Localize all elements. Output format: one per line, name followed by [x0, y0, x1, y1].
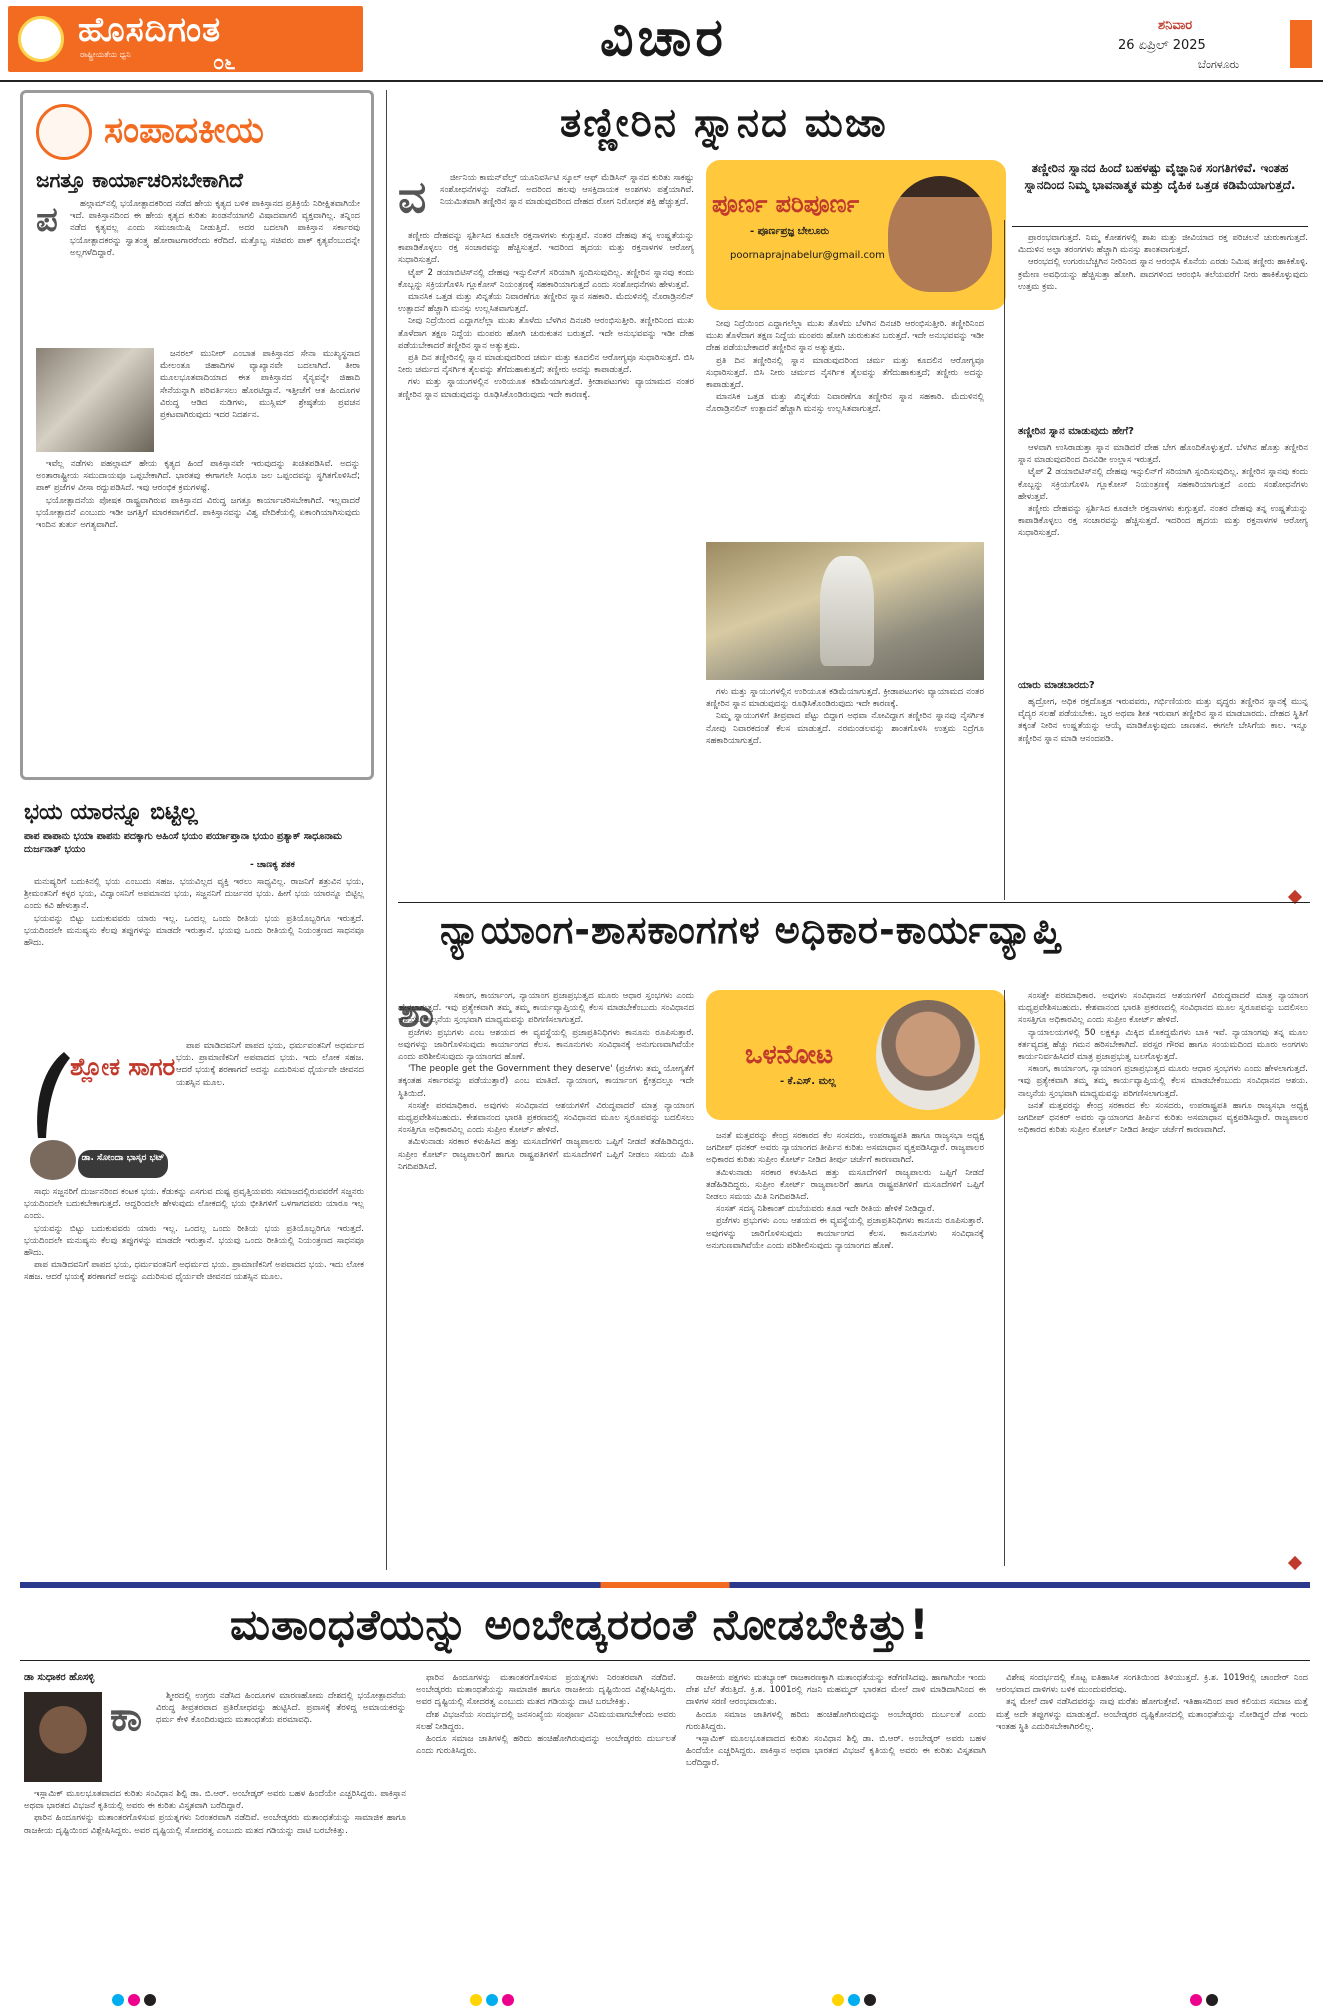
judiciary-article-col-c	[1018, 990, 1308, 1566]
judiciary-paragraph: ಪ್ರಜೆಗಳು ಪ್ರಭುಗಳು ಎಂಬ ಆಶಯದ ಈ ವ್ಯವಸ್ಥೆಯಲ್ಲಿ ಪ್ರಜಾಪ್ರತಿನಿಧಿಗಳು ಕಾನೂನು ರೂಪಿಸುತ್ತಾರೆ. ಅವುಗಳನ್ನು ಜಾರಿಗೊಳಿಸುವುದು ಕಾರ್ಯಾಂಗದ ಕೆಲಸ. ಕಾನೂನುಗಳು ಸಂವಿಧಾನಕ್ಕೆ ಅನುಗುಣವಾಗಿವೆಯೇ ಎಂದು ಪರಿಶೀಲಿಸುವುದು ನ್ಯಾಯಾಂಗದ ಹೊಣೆ.	[706, 1216, 984, 1251]
fear-paragraph: ಮನುಷ್ಯರಿಗೆ ಬದುಕಿನಲ್ಲಿ ಭಯ ಎಂಬುದು ಸಹಜ. ಭಯವಿಲ್ಲದ ವ್ಯಕ್ತಿ ಇರಲು ಸಾಧ್ಯವಿಲ್ಲ. ರಾಜನಿಗೆ ಶತ್ರುವಿನ ಭಯ, ಶ್ರೀಮಂತನಿಗೆ ಕಳ್ಳರ ಭಯ, ವಿದ್ವಾಂಸನಿಗೆ ಅಪಮಾನದ ಭಯ, ಸಜ್ಜನನಿಗೆ ದುರ್ಜನರ ಭಯ. ಹೀಗೆ ಭಯ ಯಾರನ್ನೂ ಬಿಟ್ಟಿಲ್ಲ ಎಂದು ಕವಿ ಹೇಳುತ್ತಾನೆ.	[24, 877, 364, 912]
masthead	[0, 0, 1323, 78]
judiciary-drop-cap: ಶಾ	[398, 990, 435, 1036]
bottom-paragraph: ತನ್ನ ಮೇಲೆ ದಾಳಿ ನಡೆಸಿದವರನ್ನು ನಾವು ಮರೆತು ಹೋಗುತ್ತೇವೆ. ಇತಿಹಾಸದಿಂದ ಪಾಠ ಕಲಿಯದ ಸಮಾಜ ಮತ್ತೆ ಮತ್ತೆ ಅದೇ ತಪ್ಪುಗಳನ್ನು ಮಾಡುತ್ತದೆ. ಅಂಬೇಡ್ಕರರ ದೃಷ್ಟಿಕೋನದಲ್ಲಿ ಮತಾಂಧತೆಯನ್ನು ನೋಡಿದ್ದರೆ ದೇಶ ಇಂದು ಇಂತಹ ಸ್ಥಿತಿ ಎದುರಿಸಬೇಕಾಗಿರಲಿಲ್ಲ.	[996, 1697, 1308, 1732]
main-paragraph: ನೀವು ನಿದ್ರೆಯಿಂದ ಎದ್ದಾಗಲೆಲ್ಲಾ ಮುಖ ತೊಳೆದು ಬೆಳಗಿನ ದಿನಚರಿ ಆರಂಭಿಸುತ್ತೀರಿ. ತಣ್ಣೀರಿನಿಂದ ಮುಖ ತೊಳೆದಾಗ ತಕ್ಷಣ ನಿದ್ದೆಯ ಮಂಪರು ಹೋಗಿ ಚುರುಕುತನ ಬರುತ್ತದೆ. ಇದೇ ಅನುಭವವನ್ನು ಇಡೀ ದೇಹ ಪಡೆಯಬೇಕಾದರೆ ತಣ್ಣೀರಿನ ಸ್ನಾನ ಅತ್ಯುತ್ತಮ.	[398, 316, 694, 351]
olanota-column-label: ಒಳನೋಟ	[745, 1040, 834, 1070]
article-divider	[20, 1660, 1310, 1661]
section-color-band	[20, 1582, 1310, 1588]
judiciary-paragraph: 'The people get the Government they deserve' (ಪ್ರಜೆಗಳು ತಮ್ಮ ಯೋಗ್ಯತೆಗೆ ತಕ್ಕಂತಹ ಸರ್ಕಾರವನ್ನು ಪಡೆಯುತ್ತಾರೆ) ಎಂಬ ಮಾತಿದೆ. ನ್ಯಾಯಾಂಗ, ಕಾರ್ಯಾಂಗ ಕ್ಷೇತ್ರದಲ್ಲೂ ಇದೇ ಸ್ಥಿತಿಯಿದೆ.	[398, 1064, 694, 1099]
author-photo	[888, 176, 992, 292]
author-photo	[24, 1692, 102, 1782]
bottom-article-col-a	[24, 1788, 406, 1986]
judiciary-paragraph: ಸಕಾಂಗ, ಕಾರ್ಯಾಂಗ, ನ್ಯಾಯಾಂಗ ಪ್ರಜಾಪ್ರಭುತ್ವದ ಮೂರು ಆಧಾರ ಸ್ತಂಭಗಳು ಎಂದು ಹೇಳಲಾಗುತ್ತದೆ. ಇವು ಪ್ರತ್ಯೇಕವಾಗಿ ತಮ್ಮ ತಮ್ಮ ಕಾರ್ಯವ್ಯಾಪ್ತಿಯಲ್ಲಿ ಕೆಲಸ ಮಾಡಬೇಕೆಂಬುದು ಸಂವಿಧಾನದ ಆಶಯ. ನಾಲ್ಕನೆಯ ಸ್ತಂಭವಾಗಿ ಮಾಧ್ಯಮವನ್ನು ಪರಿಗಣಿಸಲಾಗುತ್ತದೆ.	[398, 991, 694, 1026]
main-article-col-b	[706, 318, 984, 536]
bottom-paragraph: ಫಾರಿನ ಹಿಂದೂಗಳನ್ನು ಮತಾಂತರಗೊಳಿಸುವ ಪ್ರಯತ್ನಗಳು ನಿರಂತರವಾಗಿ ನಡೆದಿವೆ. ಅಂಬೇಡ್ಕರರು ಮತಾಂಧತೆಯನ್ನು ಸಾಮಾಜಿಕ ಹಾಗೂ ರಾಜಕೀಯ ದೃಷ್ಟಿಯಿಂದ ವಿಶ್ಲೇಷಿಸಿದ್ದರು. ಅವರ ದೃಷ್ಟಿಯಲ್ಲಿ ಸೋದರತ್ವ ಎಂಬುದು ಮತದ ಗಡಿಯನ್ನು ದಾಟಿ ಬರಬೇಕಿತ್ತು.	[416, 1673, 676, 1708]
column-divider	[1004, 990, 1005, 1566]
author-photo	[876, 1000, 980, 1110]
main-article-col-d	[1018, 232, 1308, 422]
main-paragraph: ನಿಮ್ಮ ಸ್ನಾಯುಗಳಿಗೆ ತೀವ್ರವಾದ ಪೆಟ್ಟು ಬಿದ್ದಾಗ ಅಥವಾ ನೋವಿದ್ದಾಗ ತಣ್ಣೀರಿನ ಸ್ನಾನವು ನೈಸರ್ಗಿಕ ನೋವು ನಿವಾರಕದಂತೆ ಕೆಲಸ ಮಾಡುತ್ತದೆ. ನರಮಂಡಲವನ್ನು ಶಾಂತಗೊಳಿಸಿ ಉತ್ತಮ ನಿದ್ರೆಗೂ ಸಹಕಾರಿಯಾಗುತ್ತದೆ.	[706, 711, 984, 746]
main-article-col-c	[706, 686, 984, 886]
columnist-photo	[30, 1140, 76, 1180]
newspaper-logo[interactable]	[8, 6, 363, 72]
article-divider	[398, 902, 1310, 903]
fear-article-verse: ಪಾಪ ಪಾಪಾನು ಭಯಾ ಪಾಪನು ಪದಕ್ಕಾಗು ಅಹಿಂಸೆ ಭಯಂ ಪರ್ಯಾಪ್ತಾನಾ ಭಯಂ ಪ್ರತ್ಯಾಕ್ ಸಾಧೂನಾಮ ದುರ್ಜನಾತ್ ಭಯಂ	[24, 831, 342, 855]
section-title: ವಿಚಾರ	[600, 8, 727, 68]
issue-day: ಶನಿವಾರ	[1158, 18, 1193, 33]
registration-dot	[1190, 1994, 1202, 2006]
fear-article-body-side	[176, 1040, 364, 1180]
main-paragraph: ಟೈಪ್ 2 ಡಯಾಬಿಟಿಸ್‌ನಲ್ಲಿ ದೇಹವು ಇನ್ಸುಲಿನ್‌ಗೆ ಸರಿಯಾಗಿ ಸ್ಪಂದಿಸುವುದಿಲ್ಲ. ತಣ್ಣೀರಿನ ಸ್ನಾನವು ಕಂದು ಕೊಬ್ಬನ್ನು ಸಕ್ರಿಯಗೊಳಿಸಿ ಗ್ಲೂಕೋಸ್ ನಿಯಂತ್ರಣಕ್ಕೆ ಸಹಕಾರಿಯಾಗುತ್ತದೆ ಎಂದು ಸಂಶೋಧನೆಗಳು ಹೇಳುತ್ತವೆ.	[398, 267, 694, 290]
bottom-paragraph: ಇಸ್ಲಾಮಿಕ್ ಮೂಲಭೂತವಾದದ ಕುರಿತು ಸಂವಿಧಾನ ಶಿಲ್ಪಿ ಡಾ. ಬಿ.ಆರ್. ಅಂಬೇಡ್ಕರ್ ಅವರು ಬಹಳ ಹಿಂದೆಯೇ ಎಚ್ಚರಿಸಿದ್ದರು. ಪಾಕಿಸ್ತಾನ ಅಥವಾ ಭಾರತದ ವಿಭಜನೆ ಕೃತಿಯಲ್ಲಿ ಅವರು ಈ ಕುರಿತು ವಿಸ್ತೃತವಾಗಿ ಬರೆದಿದ್ದಾರೆ.	[24, 1789, 406, 1812]
bottom-article-col-d	[996, 1672, 1308, 1986]
registration-dot	[144, 1994, 156, 2006]
judiciary-paragraph: ಪ್ರಜೆಗಳು ಪ್ರಭುಗಳು ಎಂಬ ಆಶಯದ ಈ ವ್ಯವಸ್ಥೆಯಲ್ಲಿ ಪ್ರಜಾಪ್ರತಿನಿಧಿಗಳು ಕಾನೂನು ರೂಪಿಸುತ್ತಾರೆ. ಅವುಗಳನ್ನು ಜಾರಿಗೊಳಿಸುವುದು ಕಾರ್ಯಾಂಗದ ಕೆಲಸ. ಕಾನೂನುಗಳು ಸಂವಿಧಾನಕ್ಕೆ ಅನುಗುಣವಾಗಿವೆಯೇ ಎಂದು ಪರಿಶೀಲಿಸುವುದು ನ್ಯಾಯಾಂಗದ ಹೊಣೆ.	[398, 1027, 694, 1063]
judiciary-paragraph: ತಮಿಳುನಾಡು ಸರಕಾರ ಕಳುಹಿಸಿದ ಹತ್ತು ಮಸೂದೆಗಳಿಗೆ ರಾಜ್ಯಪಾಲರು ಒಪ್ಪಿಗೆ ನೀಡದೆ ತಡೆಹಿಡಿದಿದ್ದರು. ಸುಪ್ರೀಂ ಕೋರ್ಟ್ ರಾಜ್ಯಪಾಲರಿಗೆ ಹಾಗೂ ರಾಷ್ಟ್ರಪತಿಗಳಿಗೆ ಮಸೂದೆಗಳಿಗೆ ಒಪ್ಪಿಗೆ ನೀಡಲು ಸಮಯ ಮಿತಿ ನಿಗದಿಪಡಿಸಿದೆ.	[398, 1137, 694, 1172]
masthead-divider	[0, 80, 1323, 82]
dek-divider	[1012, 226, 1308, 227]
editorial-paragraph: ಹಲ್ಗಾಮ್‌ನಲ್ಲಿ ಭಯೋತ್ಪಾದಕರಿಂದ ನಡೆದ ಹೇಯ ಕೃತ್ಯದ ಬಳಿಕ ಪಾಕಿಸ್ತಾನದ ಪ್ರತಿಕ್ರಿಯೆ ನಿರೀಕ್ಷಿತವಾಗಿಯೇ ಇದೆ. ಪಾಕಿಸ್ತಾನದಿಂದ ಈ ಹೇಯ ಕೃತ್ಯದ ಕುರಿತು ಖಂಡನೆಯಾಗಲಿ ವಿಷಾದವಾಗಲಿ ವ್ಯಕ್ತವಾಗಿಲ್ಲ. ತನ್ನಿಂದ ನಡೆದ ಕೃತ್ಯವಲ್ಲ ಎಂದು ಸಮಜಾಯಿಷಿ ನೀಡುತ್ತಿದೆ. ಅದರ ಬದಲಾಗಿ ಪಾಕಿಸ್ತಾನ ಸರ್ಕಾರವು ಭಯೋತ್ಪಾದಕರನ್ನು ಸ್ವಾತಂತ್ರ್ಯ ಹೋರಾಟಗಾರರೆಂದು ಕರೆದಿದೆ. ಮತ್ತೊಬ್ಬ ಸಚಿವರು ಪಾಕ್ ಕೃತ್ಯವೆಂಬುದನ್ನೇ ಅಲ್ಲಗಳೆದಿದ್ದಾರೆ.	[70, 199, 360, 258]
column-divider	[1004, 220, 1005, 900]
editorial-paragraph: ಭಯೋತ್ಪಾದನೆಯ ಪೋಷಕ ರಾಷ್ಟ್ರವಾಗಿರುವ ಪಾಕಿಸ್ತಾನದ ವಿರುದ್ಧ ಜಗತ್ತೂ ಕಾರ್ಯಾಚರಿಸಬೇಕಾಗಿದೆ. ಇಲ್ಲವಾದರೆ ಭಯೋತ್ಪಾದನೆ ಎಂಬುದು ಇಡೀ ಜಗತ್ತಿಗೆ ಮಾರಕವಾಗಲಿದೆ. ಪಾಕಿಸ್ತಾನವನ್ನು ವಿಶ್ವ ವೇದಿಕೆಯಲ್ಲಿ ಏಕಾಂಗಿಯಾಗಿಸುವುದು ಇಂದಿನ ತುರ್ತು ಅಗತ್ಯವಾಗಿದೆ.	[36, 495, 360, 531]
bottom-paragraph: ಇಸ್ಲಾಮಿಕ್ ಮೂಲಭೂತವಾದದ ಕುರಿತು ಸಂವಿಧಾನ ಶಿಲ್ಪಿ ಡಾ. ಬಿ.ಆರ್. ಅಂಬೇಡ್ಕರ್ ಅವರು ಬಹಳ ಹಿಂದೆಯೇ ಎಚ್ಚರಿಸಿದ್ದರು. ಪಾಕಿಸ್ತಾನ ಅಥವಾ ಭಾರತದ ವಿಭಜನೆ ಕೃತಿಯಲ್ಲಿ ಅವರು ಈ ಕುರಿತು ವಿಸ್ತೃತವಾಗಿ ಬರೆದಿದ್ದಾರೆ.	[686, 1734, 986, 1769]
lamp-emblem-icon	[18, 16, 64, 62]
main-paragraph: ಆರಂಭದಲ್ಲಿ ಉಗುರುಬೆಚ್ಚಗಿನ ನೀರಿನಿಂದ ಸ್ನಾನ ಆರಂಭಿಸಿ ಕೊನೆಯ ಎರಡು ನಿಮಿಷ ತಣ್ಣೀರು ಹಾಕಿಕೊಳ್ಳಿ. ಕ್ರಮೇಣ ಅವಧಿಯನ್ನು ಹೆಚ್ಚಿಸುತ್ತಾ ಹೋಗಿ. ಪಾದಗಳಿಂದ ಆರಂಭಿಸಿ ತಲೆಯವರೆಗೆ ನೀರು ಹಾಕಿಕೊಳ್ಳುವುದು ಉತ್ತಮ ಕ್ರಮ.	[1018, 257, 1308, 292]
main-article-col-a	[398, 230, 694, 890]
edition-city: ಬೆಂಗಳೂರು	[1198, 58, 1240, 71]
registration-dot	[502, 1994, 514, 2006]
main-paragraph: ರ್ಜೀನಿಯ ಕಾಮನ್‌ವೆಲ್ತ್ ಯೂನಿವರ್ಸಿಟಿ ಸ್ಕೂಲ್ ಆಫ್ ಮೆಡಿಸಿನ್ ಸ್ನಾನದ ಕುರಿತು ಸಾಕಷ್ಟು ಸಂಶೋಧನೆಗಳನ್ನು ನಡೆಸಿದೆ. ಅದರಿಂದ ಹಲವು ಆಸಕ್ತಿದಾಯಕ ಅಂಶಗಳು ಪತ್ತೆಯಾಗಿವೆ. ನಿಯಮಿತವಾಗಿ ತಣ್ಣೀರಿನ ಸ್ನಾನ ಮಾಡುವುದರಿಂದ ದೇಹದ ರೋಗ ನಿರೋಧಕ ಶಕ್ತಿ ಹೆಚ್ಚುತ್ತದೆ.	[440, 173, 694, 208]
main-paragraph: ಪ್ರತಿ ದಿನ ತಣ್ಣೀರಿನಲ್ಲಿ ಸ್ನಾನ ಮಾಡುವುದರಿಂದ ಚರ್ಮ ಮತ್ತು ಕೂದಲಿನ ಆರೋಗ್ಯವೂ ಸುಧಾರಿಸುತ್ತದೆ. ಬಿಸಿ ನೀರು ಚರ್ಮದ ನೈಸರ್ಗಿಕ ತೈಲವನ್ನು ತೆಗೆದುಹಾಕುತ್ತದೆ; ತಣ್ಣೀರು ಅದನ್ನು ಕಾಪಾಡುತ್ತದೆ.	[706, 355, 984, 391]
main-paragraph: ತಣ್ಣೀರು ದೇಹವನ್ನು ಸ್ಪರ್ಶಿಸಿದ ಕೂಡಲೇ ರಕ್ತನಾಳಗಳು ಕುಗ್ಗುತ್ತವೆ. ನಂತರ ದೇಹವು ತನ್ನ ಉಷ್ಣತೆಯನ್ನು ಕಾಪಾಡಿಕೊಳ್ಳಲು ರಕ್ತ ಸಂಚಾರವನ್ನು ಹೆಚ್ಚಿಸುತ್ತದೆ. ಇದರಿಂದ ಹೃದಯ ಮತ್ತು ರಕ್ತನಾಳಗಳ ಆರೋಗ್ಯ ಸುಧಾರಿಸುತ್ತದೆ.	[398, 231, 694, 266]
judiciary-paragraph: ಜನತೆ ಮತ್ತವರನ್ನು ಕೇಂದ್ರ ಸರಕಾರದ ಕೆಲ ಸಂಸದರು, ಉಪರಾಷ್ಟ್ರಪತಿ ಹಾಗೂ ರಾಜ್ಯಸಭಾ ಅಧ್ಯಕ್ಷ ಜಗದೀಪ್ ಧನಕರ್ ಅವರು ನ್ಯಾಯಾಂಗದ ತೀರ್ಪಿನ ಕುರಿತು ಅಸಮಾಧಾನ ವ್ಯಕ್ತಪಡಿಸಿದ್ದಾರೆ. ರಾಜ್ಯಪಾಲರ ಅಧಿಕಾರದ ಕುರಿತು ಸುಪ್ರೀಂ ಕೋರ್ಟ್ ನೀಡಿದ ತೀರ್ಪು ಚರ್ಚೆಗೆ ಕಾರಣವಾಗಿದೆ.	[706, 1131, 984, 1166]
editorial-label: ಸಂಪಾದಕೀಯ	[104, 110, 264, 151]
paper-name: ಹೊಸದಿಗಂತ	[78, 10, 222, 50]
fear-paragraph: ಭಯವನ್ನು ಬಿಟ್ಟು ಬದುಕುವವರು ಯಾರು ಇಲ್ಲ. ಒಂದಲ್ಲ ಒಂದು ರೀತಿಯ ಭಯ ಪ್ರತಿಯೊಬ್ಬರಿಗೂ ಇರುತ್ತದೆ. ಭಯದಿಂದಲೇ ಮನುಷ್ಯನು ಕೆಲವು ತಪ್ಪುಗಳನ್ನು ಮಾಡದೇ ಇರುತ್ತಾನೆ. ಭಯವು ಒಂದು ರೀತಿಯಲ್ಲಿ ನಿಯಂತ್ರಣದ ಸಾಧನವೂ ಹೌದು.	[24, 913, 364, 949]
registration-dot	[112, 1994, 124, 2006]
bottom-article-col-c	[686, 1672, 986, 1986]
judiciary-paragraph: ಸಂಸತ್ತೇ ಪರಮಾಧಿಕಾರ. ಅವುಗಳು ಸಂವಿಧಾನದ ಆಶಯಗಳಿಗೆ ವಿರುದ್ಧವಾದರೆ ಮಾತ್ರ ನ್ಯಾಯಾಂಗ ಮಧ್ಯಪ್ರವೇಶಿಸಬಹುದು. ಕೇಶವಾನಂದ ಭಾರತಿ ಪ್ರಕರಣದಲ್ಲಿ ಸಂವಿಧಾನದ ಮೂಲ ಸ್ವರೂಪವನ್ನು ಬದಲಿಸಲು ಸಂಸತ್ತಿಗೂ ಅಧಿಕಾರವಿಲ್ಲ ಎಂದು ಸುಪ್ರೀಂ ಕೋರ್ಟ್ ಹೇಳಿದೆ.	[398, 1100, 694, 1136]
main-article-headline[interactable]: ತಣ್ಣೀರಿನ ಸ್ನಾನದ ಮಜಾ	[560, 100, 888, 146]
fear-paragraph: ಸಾಧು ಸಜ್ಜನರಿಗೆ ದುರ್ಜನರಿಂದ ಕಂಟಕ ಭಯ. ಕೆಡುಕನ್ನು ಎಸಗುವ ದುಷ್ಟ ಪ್ರವೃತ್ತಿಯವರು ಸಮಾಜದಲ್ಲಿರುವವರೆಗೆ ಸಜ್ಜನರು ಭಯದಿಂದಲೇ ಬದುಕಬೇಕಾಗುತ್ತದೆ. ಆದ್ದರಿಂದಲೇ ಹೇಳುವುದು ಲೋಕದಲ್ಲಿ ಭಯ ಭೀತಿಗಳಿಗೆ ಒಳಗಾಗದವರು ಯಾರೂ ಇಲ್ಲ ಎಂದು.	[24, 1187, 364, 1222]
main-article-dek: ತಣ್ಣೀರಿನ ಸ್ನಾನದ ಹಿಂದೆ ಬಹಳಷ್ಟು ವೈಜ್ಞಾನಿಕ ಸಂಗತಿಗಳಿವೆ. ಇಂತಹ ಸ್ನಾನದಿಂದ ನಿಮ್ಮ ಭಾವನಾತ್ಮಕ ಮತ್ತು ದೈಹಿಕ ಒತ್ತಡ ಕಡಿಮೆಯಾಗುತ್ತದೆ.	[1024, 161, 1296, 192]
main-paragraph: ಮಾನಸಿಕ ಒತ್ತಡ ಮತ್ತು ಖಿನ್ನತೆಯ ನಿವಾರಣೆಗೂ ತಣ್ಣೀರಿನ ಸ್ನಾನ ಸಹಕಾರಿ. ಮೆದುಳಿನಲ್ಲಿ ನೊರಾಡ್ರಿನಲಿನ್ ಉತ್ಪಾದನೆ ಹೆಚ್ಚಾಗಿ ಮನಸ್ಸು ಉಲ್ಲಸಿತವಾಗುತ್ತದೆ.	[706, 392, 984, 415]
registration-dot	[128, 1994, 140, 2006]
paper-tagline: ರಾಷ್ಟ್ರೀಯತೆಯ ಧ್ವನಿ	[80, 50, 131, 59]
bottom-paragraph: ಹಿಂದೂ ಸಮಾಜ ಜಾತಿಗಳಲ್ಲಿ ಹರಿದು ಹಂಚಿಹೋಗಿರುವುದನ್ನು ಅಂಬೇಡ್ಕರರು ದುರ್ಬಲತೆ ಎಂದು ಗುರುತಿಸಿದ್ದರು.	[686, 1709, 986, 1732]
main-paragraph: ಪ್ರಾರಂಭವಾಗುತ್ತದೆ. ನಿಮ್ಮ ಕೋಶಗಳಲ್ಲಿ ಶಾಖ ಮತ್ತು ಜೀವಿಯಾದ ರಕ್ತ ಪರಿಚಲನೆ ಚುರುಕಾಗುತ್ತದೆ. ಮಿದುಳಿನ ಅಲ್ಫಾ ತರಂಗಗಳು ಹೆಚ್ಚಾಗಿ ಮನಸ್ಸು ಶಾಂತವಾಗುತ್ತದೆ.	[1018, 233, 1308, 256]
judiciary-article-col-b	[706, 1130, 984, 1566]
subhead-how-to: ತಣ್ಣೀರಿನ ಸ್ನಾನ ಮಾಡುವುದು ಹೇಗೆ?	[1018, 426, 1134, 437]
poorna-column-label: ಪೂರ್ಣ ಪರಿಪೂರ್ಣ	[712, 190, 860, 218]
judiciary-paragraph: ನ್ಯಾಯಾಲಯಗಳಲ್ಲಿ 50 ಲಕ್ಷಕ್ಕೂ ಮಿಕ್ಕಿದ ಮೊಕದ್ದಮೆಗಳು ಬಾಕಿ ಇವೆ. ನ್ಯಾಯಾಂಗವು ತನ್ನ ಮೂಲ ಕರ್ತವ್ಯದತ್ತ ಹೆಚ್ಚು ಗಮನ ಹರಿಸಬೇಕಾಗಿದೆ. ಪರಸ್ಪರ ಗೌರವ ಹಾಗೂ ಸಂಯಮದಿಂದ ಮೂರು ಅಂಗಗಳು ಕಾರ್ಯನಿರ್ವಹಿಸಿದರೆ ಮಾತ್ರ ಪ್ರಜಾಪ್ರಭುತ್ವ ಬಲಗೊಳ್ಳುತ್ತದೆ.	[1018, 1027, 1308, 1063]
bottom-paragraph: ಶ್ಮೀರದಲ್ಲಿ ಉಗ್ರರು ನಡೆಸಿದ ಹಿಂದೂಗಳ ಮಾರಣಹೋಮ ದೇಶದಲ್ಲಿ ಭಯೋತ್ಪಾದನೆಯ ವಿರುದ್ಧ ತೀವ್ರತರವಾದ ಪ್ರತಿರೋಧವನ್ನು ಹುಟ್ಟಿಸಿದೆ. ಪ್ರವಾಸಕ್ಕೆ ತೆರಳಿದ್ದ ಅಮಾಯಕರನ್ನು ಧರ್ಮ ಕೇಳಿ ಕೊಂದಿರುವುದು ಮತಾಂಧತೆಯ ಪರಮಾವಧಿ.	[156, 1691, 406, 1726]
bottom-article-author: ಡಾ ಸುಧಾಕರ ಹೊಸಳ್ಳಿ	[24, 1672, 95, 1683]
registration-dot	[1206, 1994, 1218, 2006]
columnist-name: ಡಾ. ಸೋಂದಾ ಭಾಸ್ಕರ ಭಟ್	[78, 1150, 168, 1178]
editorial-paragraph: ಜನರಲ್ ಮುನೀರ್ ಎಂಬಾತ ಪಾಕಿಸ್ತಾನದ ಸೇನಾ ಮುಖ್ಯಸ್ಥನಾದ ಮೇಲಂತೂ ಜಿಹಾದಿಗಳ ವ್ಯಾಖ್ಯಾನವೇ ಬದಲಾಗಿದೆ. ತೀರಾ ಮೂಲಭೂತವಾದಿಯಾದ ಈತ ಪಾಕಿಸ್ತಾನದ ಸೈನ್ಯವನ್ನೇ ಜಿಹಾದಿ ಸೇನೆಯನ್ನಾಗಿ ಪರಿವರ್ತಿಸಲು ಹೊರಟಿದ್ದಾನೆ. ಇತ್ತೀಚೆಗೆ ಆತ ಹಿಂದೂಗಳ ವಿರುದ್ಧ ಆಡಿದ ನುಡಿಗಳು, ಮುಸ್ಲಿಮ್ ಶ್ರೇಷ್ಠತೆಯ ಪ್ರವಚನ ಪ್ರಕಟವಾಗಿರುವುದು ಇದರ ನಿದರ್ಶನ.	[160, 349, 360, 421]
main-paragraph: ನೀವು ನಿದ್ರೆಯಿಂದ ಎದ್ದಾಗಲೆಲ್ಲಾ ಮುಖ ತೊಳೆದು ಬೆಳಗಿನ ದಿನಚರಿ ಆರಂಭಿಸುತ್ತೀರಿ. ತಣ್ಣೀರಿನಿಂದ ಮುಖ ತೊಳೆದಾಗ ತಕ್ಷಣ ನಿದ್ದೆಯ ಮಂಪರು ಹೋಗಿ ಚುರುಕುತನ ಬರುತ್ತದೆ. ಇದೇ ಅನುಭವವನ್ನು ಇಡೀ ದೇಹ ಪಡೆಯಬೇಕಾದರೆ ತಣ್ಣೀರಿನ ಸ್ನಾನ ಅತ್ಯುತ್ತಮ.	[706, 319, 984, 354]
judiciary-article-col-a	[398, 990, 694, 1566]
main-article-col-d3	[1018, 696, 1308, 886]
page-number: ೦೬	[213, 50, 236, 74]
main-paragraph: ಗಳು ಮತ್ತು ಸ್ನಾಯುಗಳಲ್ಲಿನ ಉರಿಯೂತ ಕಡಿಮೆಯಾಗುತ್ತದೆ. ಕ್ರೀಡಾಪಟುಗಳು ವ್ಯಾಯಾಮದ ನಂತರ ತಣ್ಣೀರಿನ ಸ್ನಾನ ಮಾಡುವುದನ್ನು ರೂಢಿಸಿಕೊಂಡಿರುವುದು ಇದೇ ಕಾರಣಕ್ಕೆ.	[706, 687, 984, 710]
judiciary-paragraph: ಸಕಾಂಗ, ಕಾರ್ಯಾಂಗ, ನ್ಯಾಯಾಂಗ ಪ್ರಜಾಪ್ರಭುತ್ವದ ಮೂರು ಆಧಾರ ಸ್ತಂಭಗಳು ಎಂದು ಹೇಳಲಾಗುತ್ತದೆ. ಇವು ಪ್ರತ್ಯೇಕವಾಗಿ ತಮ್ಮ ತಮ್ಮ ಕಾರ್ಯವ್ಯಾಪ್ತಿಯಲ್ಲಿ ಕೆಲಸ ಮಾಡಬೇಕೆಂಬುದು ಸಂವಿಧಾನದ ಆಶಯ. ನಾಲ್ಕನೆಯ ಸ್ತಂಭವಾಗಿ ಮಾಧ್ಯಮವನ್ನು ಪರಿಗಣಿಸಲಾಗುತ್ತದೆ.	[1018, 1064, 1308, 1099]
editorial-body-side	[160, 348, 360, 452]
shloka-column-label: ಶ್ಲೋಕ ಸಾಗರ	[70, 1053, 176, 1081]
bottom-paragraph: ಹಿಂದೂ ಸಮಾಜ ಜಾತಿಗಳಲ್ಲಿ ಹರಿದು ಹಂಚಿಹೋಗಿರುವುದನ್ನು ಅಂಬೇಡ್ಕರರು ದುರ್ಬಲತೆ ಎಂದು ಗುರುತಿಸಿದ್ದರು.	[416, 1734, 676, 1757]
judiciary-article-author: - ಕೆ.ಎಸ್. ಮಲ್ಲ	[780, 1076, 836, 1087]
judiciary-article-headline[interactable]: ನ್ಯಾಯಾಂಗ-ಶಾಸಕಾಂಗಗಳ ಅಧಿಕಾರ-ಕಾರ್ಯವ್ಯಾಪ್ತಿ	[440, 908, 1062, 952]
fear-article-body-top	[24, 876, 364, 1036]
bottom-paragraph: ದೇಶ ವಿಭಜನೆಯ ಸಂದರ್ಭದಲ್ಲಿ ಜನಸಂಖ್ಯೆಯ ಸಂಪೂರ್ಣ ವಿನಿಮಯವಾಗಬೇಕೆಂದು ಅವರು ಸಲಹೆ ನೀಡಿದ್ದರು.	[416, 1709, 676, 1732]
water-splash-shape	[820, 556, 874, 666]
corner-marker	[1290, 20, 1312, 68]
judiciary-paragraph: ತಮಿಳುನಾಡು ಸರಕಾರ ಕಳುಹಿಸಿದ ಹತ್ತು ಮಸೂದೆಗಳಿಗೆ ರಾಜ್ಯಪಾಲರು ಒಪ್ಪಿಗೆ ನೀಡದೆ ತಡೆಹಿಡಿದಿದ್ದರು. ಸುಪ್ರೀಂ ಕೋರ್ಟ್ ರಾಜ್ಯಪಾಲರಿಗೆ ಹಾಗೂ ರಾಷ್ಟ್ರಪತಿಗಳಿಗೆ ಮಸೂದೆಗಳಿಗೆ ಒಪ್ಪಿಗೆ ನೀಡಲು ಸಮಯ ಮಿತಿ ನಿಗದಿಪಡಿಸಿದೆ.	[706, 1167, 984, 1203]
fear-paragraph: ಪಾಪ ಮಾಡಿದವನಿಗೆ ಪಾಪದ ಭಯ, ಧರ್ಮವಂತನಿಗೆ ಅಧರ್ಮದ ಭಯ. ಪ್ರಾಮಾಣಿಕನಿಗೆ ಅಪವಾದದ ಭಯ. ಇದು ಲೋಕ ಸಹಜ. ಆದರೆ ಭಯಕ್ಕೆ ಶರಣಾಗದೆ ಅದನ್ನು ಎದುರಿಸುವ ಧೈರ್ಯವೇ ಜೀವನದ ಯಶಸ್ಸಿನ ಮೂಲ.	[24, 1260, 364, 1283]
author-email-link[interactable]: poornaprajnabelur@gmail.com	[730, 250, 885, 261]
main-paragraph: ತಣ್ಣೀರು ದೇಹವನ್ನು ಸ್ಪರ್ಶಿಸಿದ ಕೂಡಲೇ ರಕ್ತನಾಳಗಳು ಕುಗ್ಗುತ್ತವೆ. ನಂತರ ದೇಹವು ತನ್ನ ಉಷ್ಣತೆಯನ್ನು ಕಾಪಾಡಿಕೊಳ್ಳಲು ರಕ್ತ ಸಂಚಾರವನ್ನು ಹೆಚ್ಚಿಸುತ್ತದೆ. ಇದರಿಂದ ಹೃದಯ ಮತ್ತು ರಕ್ತನಾಳಗಳ ಆರೋಗ್ಯ ಸುಧಾರಿಸುತ್ತದೆ.	[1018, 504, 1308, 539]
editorial-body-top	[70, 198, 360, 346]
quill-icon	[24, 1048, 74, 1144]
registration-dot	[864, 1994, 876, 2006]
fear-paragraph: ಭಯವನ್ನು ಬಿಟ್ಟು ಬದುಕುವವರು ಯಾರು ಇಲ್ಲ. ಒಂದಲ್ಲ ಒಂದು ರೀತಿಯ ಭಯ ಪ್ರತಿಯೊಬ್ಬರಿಗೂ ಇರುತ್ತದೆ. ಭಯದಿಂದಲೇ ಮನುಷ್ಯನು ಕೆಲವು ತಪ್ಪುಗಳನ್ನು ಮಾಡದೇ ಇರುತ್ತಾನೆ. ಭಯವು ಒಂದು ರೀತಿಯಲ್ಲಿ ನಿಯಂತ್ರಣದ ಸಾಧನವೂ ಹೌದು.	[24, 1223, 364, 1259]
editorial-emblem-icon	[36, 104, 92, 160]
fear-paragraph: ಪಾಪ ಮಾಡಿದವನಿಗೆ ಪಾಪದ ಭಯ, ಧರ್ಮವಂತನಿಗೆ ಅಧರ್ಮದ ಭಯ. ಪ್ರಾಮಾಣಿಕನಿಗೆ ಅಪವಾದದ ಭಯ. ಇದು ಲೋಕ ಸಹಜ. ಆದರೆ ಭಯಕ್ಕೆ ಶರಣಾಗದೆ ಅದನ್ನು ಎದುರಿಸುವ ಧೈರ್ಯವೇ ಜೀವನದ ಯಶಸ್ಸಿನ ಮೂಲ.	[176, 1041, 364, 1088]
bottom-paragraph: ರಾಜಕೀಯ ಪಕ್ಷಗಳು ಮತಬ್ಯಾಂಕ್ ರಾಜಕಾರಣಕ್ಕಾಗಿ ಮತಾಂಧತೆಯನ್ನು ಕಡೆಗಣಿಸಿದವು. ಹಾಗಾಗಿಯೇ ಇಂದು ದೇಶ ಬೆಲೆ ತೆರುತ್ತಿದೆ. ಕ್ರಿ.ಶ. 1001ರಲ್ಲಿ ಗಜನಿ ಮಹಮ್ಮದ್ ಭಾರತದ ಮೇಲೆ ದಾಳಿ ಮಾಡಿದಾಗಿನಿಂದ ಈ ದಾಳಿಗಳ ಸರಣಿ ಆರಂಭವಾಯಿತು.	[686, 1673, 986, 1708]
main-article-lead	[440, 172, 694, 228]
editorial-headline[interactable]: ಜಗತ್ತೂ ಕಾರ್ಯಾಚರಿಸಬೇಕಾಗಿದೆ	[36, 168, 243, 192]
main-paragraph: ಆಳವಾಗಿ ಉಸಿರಾಡುತ್ತಾ ಸ್ನಾನ ಮಾಡಿದರೆ ದೇಹ ಬೇಗ ಹೊಂದಿಕೊಳ್ಳುತ್ತದೆ. ಬೆಳಗಿನ ಹೊತ್ತು ತಣ್ಣೀರಿನ ಸ್ನಾನ ಮಾಡುವುದರಿಂದ ದಿನವಿಡೀ ಉಲ್ಲಾಸ ಇರುತ್ತದೆ.	[1018, 443, 1308, 466]
main-article-author: - ಪೂರ್ಣಪ್ರಜ್ಞ ಬೇಲೂರು	[750, 226, 830, 237]
bottom-paragraph: ಫಾರಿನ ಹಿಂದೂಗಳನ್ನು ಮತಾಂತರಗೊಳಿಸುವ ಪ್ರಯತ್ನಗಳು ನಿರಂತರವಾಗಿ ನಡೆದಿವೆ. ಅಂಬೇಡ್ಕರರು ಮತಾಂಧತೆಯನ್ನು ಸಾಮಾಜಿಕ ಹಾಗೂ ರಾಜಕೀಯ ದೃಷ್ಟಿಯಿಂದ ವಿಶ್ಲೇಷಿಸಿದ್ದರು. ಅವರ ದೃಷ್ಟಿಯಲ್ಲಿ ಸೋದರತ್ವ ಎಂಬುದು ಮತದ ಗಡಿಯನ್ನು ದಾಟಿ ಬರಬೇಕಿತ್ತು.	[24, 1813, 406, 1836]
main-paragraph: ಹೃದ್ರೋಗ, ಅಧಿಕ ರಕ್ತದೊತ್ತಡ ಇರುವವರು, ಗರ್ಭಿಣಿಯರು ಮತ್ತು ವೃದ್ಧರು ತಣ್ಣೀರಿನ ಸ್ನಾನಕ್ಕೆ ಮುನ್ನ ವೈದ್ಯರ ಸಲಹೆ ಪಡೆಯಬೇಕು. ಜ್ವರ ಅಥವಾ ಶೀತ ಇರುವಾಗ ತಣ್ಣೀರಿನ ಸ್ನಾನ ಮಾಡಬಾರದು. ದೇಹದ ಸ್ಥಿತಿಗೆ ತಕ್ಕಂತೆ ನೀರಿನ ಉಷ್ಣತೆಯನ್ನು ಆಯ್ಕೆ ಮಾಡಿಕೊಳ್ಳುವುದು ಜಾಣತನ. ಈಗಲೇ ಬೇಸಿಗೆಯ ಕಾಲ. ಇನ್ನೂ ತಣ್ಣೀರಿನ ಸ್ನಾನ ಮಾಡಿ ಆನಂದಪಡಿ.	[1018, 697, 1308, 744]
main-paragraph: ಟೈಪ್ 2 ಡಯಾಬಿಟಿಸ್‌ನಲ್ಲಿ ದೇಹವು ಇನ್ಸುಲಿನ್‌ಗೆ ಸರಿಯಾಗಿ ಸ್ಪಂದಿಸುವುದಿಲ್ಲ. ತಣ್ಣೀರಿನ ಸ್ನಾನವು ಕಂದು ಕೊಬ್ಬನ್ನು ಸಕ್ರಿಯಗೊಳಿಸಿ ಗ್ಲೂಕೋಸ್ ನಿಯಂತ್ರಣಕ್ಕೆ ಸಹಕಾರಿಯಾಗುತ್ತದೆ ಎಂದು ಸಂಶೋಧನೆಗಳು ಹೇಳುತ್ತವೆ.	[1018, 467, 1308, 502]
issue-date: 26 ಏಪ್ರಿಲ್ 2025	[1118, 38, 1206, 53]
registration-dot	[486, 1994, 498, 2006]
registration-dot	[848, 1994, 860, 2006]
bottom-article-lead	[156, 1690, 406, 1782]
judiciary-paragraph: ಸಂಸತ್ತೇ ಪರಮಾಧಿಕಾರ. ಅವುಗಳು ಸಂವಿಧಾನದ ಆಶಯಗಳಿಗೆ ವಿರುದ್ಧವಾದರೆ ಮಾತ್ರ ನ್ಯಾಯಾಂಗ ಮಧ್ಯಪ್ರವೇಶಿಸಬಹುದು. ಕೇಶವಾನಂದ ಭಾರತಿ ಪ್ರಕರಣದಲ್ಲಿ ಸಂವಿಧಾನದ ಮೂಲ ಸ್ವರೂಪವನ್ನು ಬದಲಿಸಲು ಸಂಸತ್ತಿಗೂ ಅಧಿಕಾರವಿಲ್ಲ ಎಂದು ಸುಪ್ರೀಂ ಕೋರ್ಟ್ ಹೇಳಿದೆ.	[1018, 991, 1308, 1026]
registration-dot	[832, 1994, 844, 2006]
editorial-paragraph: ಇವೆಲ್ಲ ನಡೆಗಳು ಪಹಲ್ಗಾಮ್ ಹೇಯ ಕೃತ್ಯದ ಹಿಂದೆ ಪಾಕಿಸ್ತಾನವೇ ಇರುವುದನ್ನು ಖಚಿತಪಡಿಸಿವೆ. ಅದನ್ನು ಅಂತಾರಾಷ್ಟ್ರೀಯ ಸಮುದಾಯವೂ ಒಪ್ಪಬೇಕಾಗಿದೆ. ಭಾರತವು ಈಗಾಗಲೇ ಸಿಂಧೂ ಜಲ ಒಪ್ಪಂದವನ್ನು ಸ್ಥಗಿತಗೊಳಿಸಿದೆ; ಪಾಕ್ ಪ್ರಜೆಗಳ ವೀಸಾ ರದ್ದುಪಡಿಸಿದೆ. ಇವು ಆರಂಭಿಕ ಕ್ರಮಗಳಷ್ಟೆ.	[36, 459, 360, 494]
registration-dot	[470, 1994, 482, 2006]
editorial-body-bottom	[36, 458, 360, 768]
bottom-paragraph: ವಿಶೇಷ ಸಂದರ್ಭದಲ್ಲಿ ಕೊಟ್ಟ ಐತಿಹಾಸಿಕ ಸಂಗತಿಯಿಂದ ತಿಳಿಯುತ್ತದೆ. ಕ್ರಿ.ಶ. 1019ರಲ್ಲಿ ಚಾಂದೇರ್ ನಿಂದ ಆರಂಭವಾದ ದಾಳಿಗಳು ಬಳಿಕ ಮುಂದುವರೆದವು.	[996, 1673, 1308, 1696]
editorial-photo	[36, 348, 154, 452]
bottom-article-col-b	[416, 1672, 676, 1986]
main-paragraph: ಮಾನಸಿಕ ಒತ್ತಡ ಮತ್ತು ಖಿನ್ನತೆಯ ನಿವಾರಣೆಗೂ ತಣ್ಣೀರಿನ ಸ್ನಾನ ಸಹಕಾರಿ. ಮೆದುಳಿನಲ್ಲಿ ನೊರಾಡ್ರಿನಲಿನ್ ಉತ್ಪಾದನೆ ಹೆಚ್ಚಾಗಿ ಮನಸ್ಸು ಉಲ್ಲಸಿತವಾಗುತ್ತದೆ.	[398, 292, 694, 315]
judiciary-paragraph: ಸಂಸತ್ ಸದಸ್ಯ ನಿಶಿಕಾಂತ್ ದುಬೆಯವರು ಕೂಡ ಇದೇ ರೀತಿಯ ಹೇಳಿಕೆ ನೀಡಿದ್ದಾರೆ.	[716, 1204, 935, 1215]
fear-article-body-bottom	[24, 1186, 364, 1566]
main-paragraph: ಗಳು ಮತ್ತು ಸ್ನಾಯುಗಳಲ್ಲಿನ ಉರಿಯೂತ ಕಡಿಮೆಯಾಗುತ್ತದೆ. ಕ್ರೀಡಾಪಟುಗಳು ವ್ಯಾಯಾಮದ ನಂತರ ತಣ್ಣೀರಿನ ಸ್ನಾನ ಮಾಡುವುದನ್ನು ರೂಢಿಸಿಕೊಂಡಿರುವುದು ಇದೇ ಕಾರಣಕ್ಕೆ.	[398, 377, 694, 400]
main-drop-cap: ವ	[398, 172, 427, 223]
main-paragraph: ಪ್ರತಿ ದಿನ ತಣ್ಣೀರಿನಲ್ಲಿ ಸ್ನಾನ ಮಾಡುವುದರಿಂದ ಚರ್ಮ ಮತ್ತು ಕೂದಲಿನ ಆರೋಗ್ಯವೂ ಸುಧಾರಿಸುತ್ತದೆ. ಬಿಸಿ ನೀರು ಚರ್ಮದ ನೈಸರ್ಗಿಕ ತೈಲವನ್ನು ತೆಗೆದುಹಾಕುತ್ತದೆ; ತಣ್ಣೀರು ಅದನ್ನು ಕಾಪಾಡುತ್ತದೆ.	[398, 353, 694, 376]
bottom-drop-cap: ಕಾ	[110, 1694, 143, 1740]
fear-article-headline[interactable]: ಭಯ ಯಾರನ್ನೂ ಬಿಟ್ಟಿಲ್ಲ	[24, 800, 198, 825]
fear-article-source: - ಚಾಣಕ್ಯ ಶತಕ	[250, 860, 295, 870]
editorial-drop-cap: ಪ	[36, 200, 58, 240]
bottom-article-headline[interactable]: ಮತಾಂಧತೆಯನ್ನು ಅಂಬೇಡ್ಕರರಂತೆ ನೋಡಬೇಕಿತ್ತು!	[230, 1600, 930, 1649]
subhead-who-should-not: ಯಾರು ಮಾಡಬಾರದು?	[1018, 680, 1095, 691]
judiciary-paragraph: ಜನತೆ ಮತ್ತವರನ್ನು ಕೇಂದ್ರ ಸರಕಾರದ ಕೆಲ ಸಂಸದರು, ಉಪರಾಷ್ಟ್ರಪತಿ ಹಾಗೂ ರಾಜ್ಯಸಭಾ ಅಧ್ಯಕ್ಷ ಜಗದೀಪ್ ಧನಕರ್ ಅವರು ನ್ಯಾಯಾಂಗದ ತೀರ್ಪಿನ ಕುರಿತು ಅಸಮಾಧಾನ ವ್ಯಕ್ತಪಡಿಸಿದ್ದಾರೆ. ರಾಜ್ಯಪಾಲರ ಅಧಿಕಾರದ ಕುರಿತು ಸುಪ್ರೀಂ ಕೋರ್ಟ್ ನೀಡಿದ ತೀರ್ಪು ಚರ್ಚೆಗೆ ಕಾರಣವಾಗಿದೆ.	[1018, 1100, 1308, 1136]
column-divider	[386, 90, 387, 1570]
